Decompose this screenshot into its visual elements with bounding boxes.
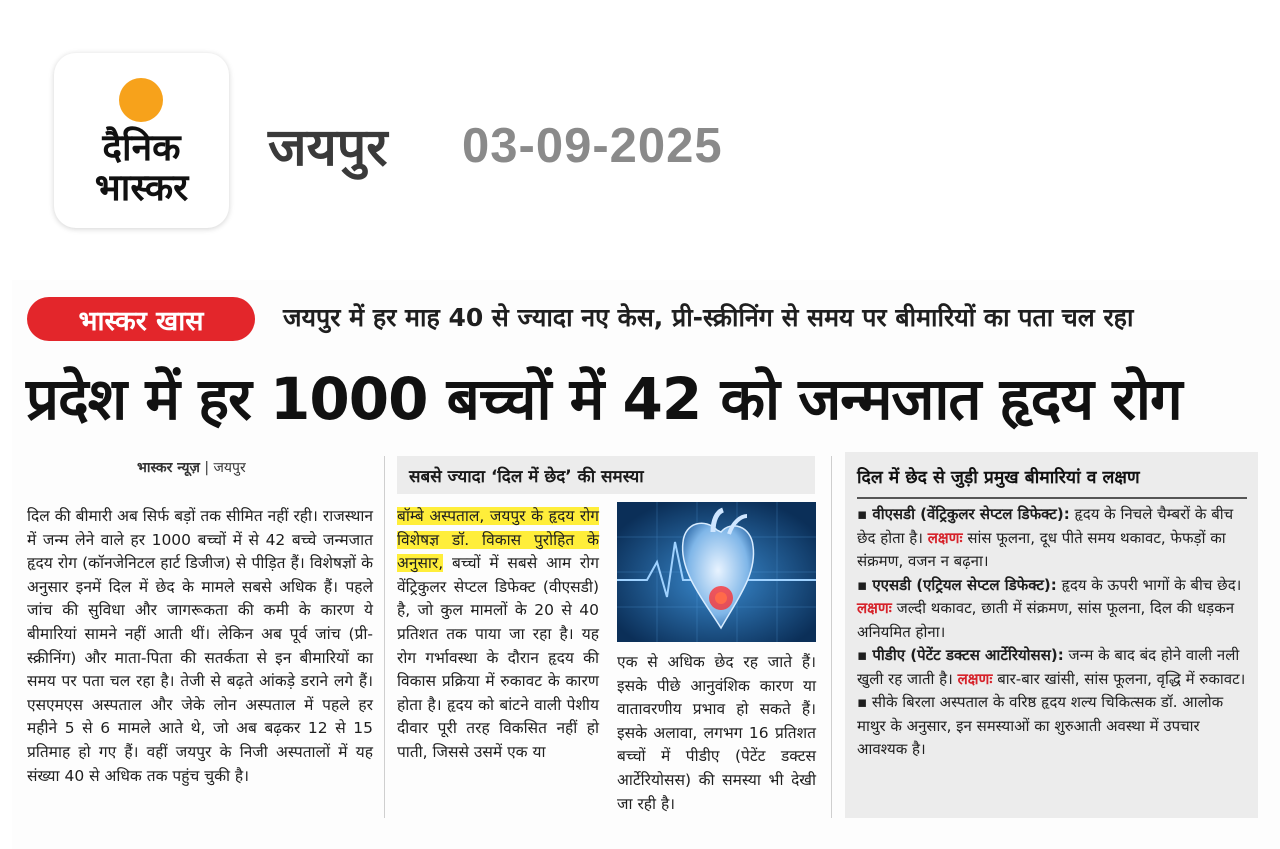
byline-city: जयपुर [213, 460, 246, 476]
article-headline: प्रदेश में हर 1000 बच्चों में 42 को जन्मजात हृदय रोग [26, 365, 1182, 433]
article-byline [137, 458, 246, 477]
edition-city: जयपुर [268, 118, 388, 178]
symptoms-label: लक्षणः [857, 599, 892, 617]
disease-description: जन्म के बाद बंद होने वाली नली खुली रह जाती है। [857, 646, 1240, 688]
logo-line1: दैनिक [102, 126, 181, 169]
list-item [857, 574, 1249, 645]
symptoms-label: लक्षणः [957, 669, 993, 688]
heart-icon [617, 502, 816, 642]
article-subhead: जयपुर में हर माह 40 से ज्यादा नए केस, प्री-स्क्रीनिंग से समय पर बीमारियों का पता चल रहा [283, 303, 1134, 332]
highlighted-quote-source: बॉम्बे अस्पताल, जयपुर के हृदय रोग विशेषज्ञ डॉ. विकास पुरोहित के अनुसार, [397, 507, 599, 573]
disease-name: ▪ वीएसडी (वेंट्रिकुलर सेप्टल डिफेक्ट): [857, 505, 1070, 523]
sidebox-title: दिल में छेद से जुड़ी प्रमुख बीमारियां व लक्षण [857, 468, 1140, 488]
sun-icon [119, 78, 163, 122]
disease-name: ▪ एएसडी (एट्रियल सेप्टल डिफेक्ट): [857, 575, 1057, 594]
column-divider [384, 456, 385, 818]
divider [857, 497, 1247, 499]
byline-separator: | [204, 460, 214, 476]
article-column-2 [397, 505, 599, 765]
symptoms-label: लक्षणः [927, 528, 963, 547]
list-item [857, 503, 1249, 574]
newspaper-logo [54, 53, 229, 228]
symptoms-text: जल्दी थकावट, छाती में संक्रमण, सांस फूलना, दिल की धड़कन अनियमित होना। [857, 599, 1235, 641]
sidebox-list [857, 503, 1249, 762]
symptoms-text: बार-बार खांसी, सांस फूलना, वृद्धि में रुकावट। [992, 669, 1246, 688]
byline-source: भास्कर न्यूज़ [137, 460, 200, 476]
column-2-text: बच्चों में सबसे आम रोग वेंट्रिकुलर सेप्टल डिफेक्ट (वीएसडी) है, जो कुल मामलों के 20 से 40 प्रतिशत तक पाया जा रहा है। यह रोग गर्भावस्था के दौरान हृदय की विकास प्रक्रिया में रुकावट के कारण होता है। हृदय को बांटने वाली पेशीय दीवार पूरी तरह विकसित नहीं हो पाती, जिससे उसमें एक या [397, 554, 599, 761]
logo-line2: भास्कर [94, 166, 189, 209]
disease-description: हृदय के निचले चैम्बरों के बीच छेद होता है। [857, 505, 1234, 547]
column-divider [831, 456, 832, 818]
heart-illustration [617, 502, 816, 642]
article-column-3: एक से अधिक छेद रह जाते हैं। इसके पीछे आनुवंशिक कारण या वातावरणीय प्रभाव हो सकते हैं। इसके अलावा, लगभग 16 प्रतिशत बच्चों में पीडीए (पेटेंट डक्टस आर्टेरियोसस) की समस्या भी देखी जा रही है। [617, 653, 816, 813]
symptoms-text: सांस फूलना, दूध पीते समय थकावट, फेफड़ों का संक्रमण, वजन न बढ़ना। [857, 528, 1226, 570]
article-column-1: दिल की बीमारी अब सिर्फ बड़ों तक सीमित नहीं रही। राजस्थान में जन्म लेने वाले हर 1000 बच्चों में से 42 बच्चे जन्मजात हृदय रोग (कॉनजेनिटल हार्ट डिजीज) से पीड़ित हैं। विशेषज्ञों के अनुसार इनमें दिल में छेद के मामले सबसे अधिक हैं। पहले जांच की सुविधा और जागरूकता की कमी के कारण ये बीमारियां सामने नहीं आती थीं। लेकिन अब पूर्व जांच (प्री-स्क्रीनिंग) और माता-पिता की सतर्कता से इन बीमारियों का समय पर पता चल रहा है। तेजी से बढ़ते आंकड़े डराने लगे हैं। एसएमएस अस्पताल और जेके लोन अस्पताल में पहले हर महीने 5 से 6 मामले आते थे, जो अब बढ़कर 12 से 15 प्रतिमाह हो गए हैं। वहीं जयपुर के निजी अस्पतालों में यह संख्या 40 से अधिक तक पहुंच चुकी है। [27, 507, 373, 785]
disease-name: ▪ पीडीए (पेटेंट डक्टस आर्टेरियोसस): [857, 646, 1064, 664]
mid-box-title: सबसे ज्यादा ‘दिल में छेद’ की समस्या [397, 456, 815, 494]
list-item [857, 644, 1249, 691]
expert-note: ▪ सीके बिरला अस्पताल के वरिष्ठ हृदय शल्य चिकित्सक डॉ. आलोक माथुर के अनुसार, इन समस्याओं का शुरुआती अवस्था में उपचार आवश्यक है। [857, 693, 1224, 758]
section-kicker: भास्कर खास [27, 297, 255, 341]
edition-date: 03-09-2025 [462, 119, 723, 173]
disease-description: हृदय के ऊपरी भागों के बीच छेद। [1056, 575, 1242, 594]
